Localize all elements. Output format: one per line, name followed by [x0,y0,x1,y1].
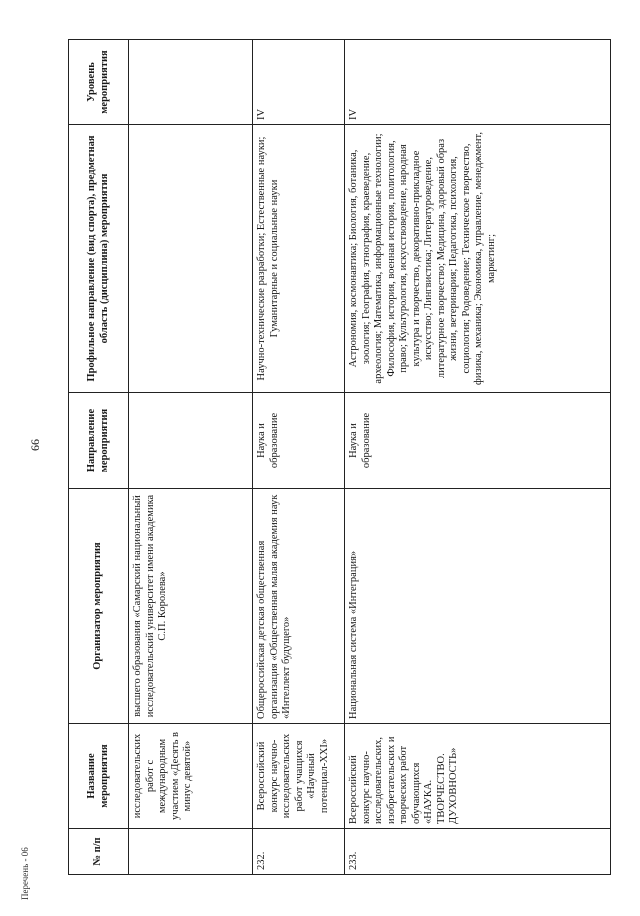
row-level [129,40,253,125]
header-direction: Направление мероприятия [69,393,129,489]
table-row [129,40,253,875]
row-profile: Астрономия, космонавтика; Биология, ботаника, зоология; География, этнография, краеведение, археология; Математика, информационные технологии; Философия, история, военная история, политология, право; Культурология, искусствоведение, народная культура и творчество, декоративно-прикладное искусство; Лингвистика; Литературоведение, литературное творчество; Медицина, здоровый образ жизни, ветеринария; Педагогика, психология, социология; Родоведение; Техническое творчество, физика, механика; Экономика, управление, менеджмент, маркетинг; [345,125,611,393]
header-organizer: Организатор мероприятия [69,489,129,724]
table-row [345,40,611,875]
header-profile: Профильное направление (вид спорта), предметная область (дисциплина) мероприятия [69,125,129,393]
row-organizer: Национальная система «Интеграция» [345,489,611,724]
row-number: 233. [345,829,611,875]
table-header-row [69,40,129,875]
row-level: IV [253,40,345,125]
row-organizer: Общероссийская детская общественная организация «Общественная малая академия наук «Интеллект будущего» [253,489,345,724]
row-number: 232. [253,829,345,875]
row-organizer: высшего образования «Самарский национальный исследовательский университет имени академика С.П. Королева» [129,489,253,724]
page-number: 66 [28,439,42,451]
row-number [129,829,253,875]
footer-note: Перечень - 06 [20,847,30,900]
table-row [253,40,345,875]
header-event-name: Название мероприятия [69,724,129,829]
row-profile: Научно-технические разработки; Естественные науки; Гуманитарные и социальные науки [253,125,345,393]
row-event-name: исследовательских работ с международным участием «Десять в минус девятой» [129,724,253,829]
header-level: Уровень мероприятия [69,40,129,125]
header-number: № п/п [69,829,129,875]
row-event-name: Всероссийский конкурс научно-исследовательских работ учащихся «Научный потенциал-XXI» [253,724,345,829]
row-direction [129,393,253,489]
events-table [68,39,611,875]
row-level: IV [345,40,611,125]
row-direction: Наука и образование [345,393,611,489]
row-profile [129,125,253,393]
rotated-table-wrapper [68,40,610,875]
row-direction: Наука и образование [253,393,345,489]
row-event-name: Всероссийский конкурс научно-исследовательских, изобретательских и творческих работ обучающихся «НАУКА. ТВОРЧЕСТВО. ДУХОВНОСТЬ» [345,724,611,829]
